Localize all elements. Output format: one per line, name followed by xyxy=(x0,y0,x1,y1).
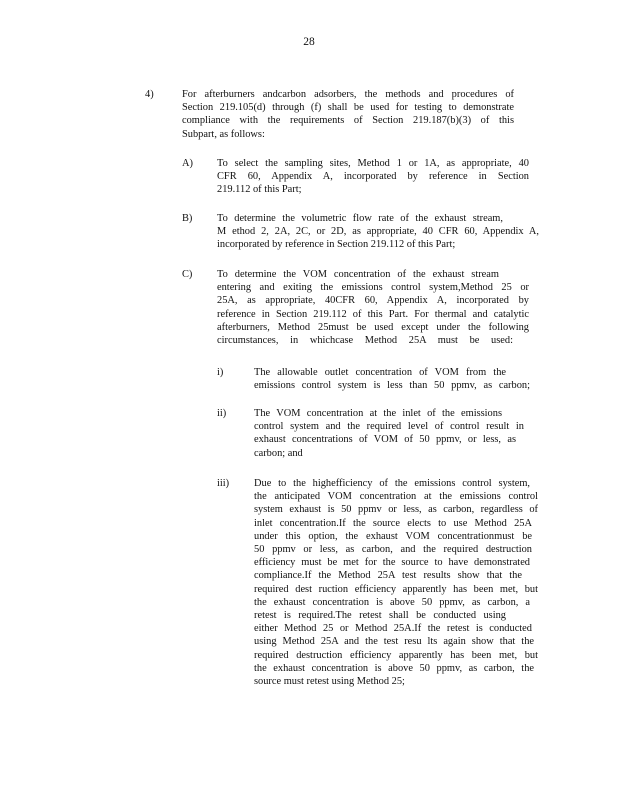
item-Ciii-line-4: inlet concentration.If the source elects to use Method 25A xyxy=(254,517,532,529)
item-4-label: 4) xyxy=(145,89,154,100)
item-A-line-2: CFR 60, Appendix A, incorporated by reference in Section xyxy=(217,171,529,183)
item-Ci-paragraph xyxy=(254,366,530,392)
item-4-paragraph xyxy=(182,88,514,141)
item-Ciii-label: iii) xyxy=(217,478,230,489)
item-4-line-2: Section 219.105(d) through (f) shall be used for testing to demonstrate xyxy=(182,102,514,114)
item-Ciii-line-11: retest is required.The retest shall be conducted using xyxy=(254,610,506,622)
item-Ciii-line-10: the exhaust concentration is above 50 ppmv, as carbon, a xyxy=(254,596,530,608)
item-C-line-5: afterburners, Method 25must be used except under the following xyxy=(217,321,529,333)
item-Ciii-line-14: required destruction efficiency apparently has been met, but xyxy=(254,649,538,661)
item-Ciii-line-2: the anticipated VOM concentration at the emissions control xyxy=(254,491,538,503)
item-4-line-1: For afterburners andcarbon adsorbers, the methods and procedures of xyxy=(182,89,514,100)
item-Ciii-line-1: Due to the highefficiency of the emissions control system, xyxy=(254,478,530,489)
item-Ciii-line-16: source must retest using Method 25; xyxy=(254,676,405,688)
item-B-paragraph xyxy=(217,212,539,252)
item-A-line-1: To select the sampling sites, Method 1 or 1A, as appropriate, 40 xyxy=(217,158,529,169)
item-B-line-1: To determine the volumetric flow rate of the exhaust stream, xyxy=(217,213,503,224)
item-Ciii-paragraph xyxy=(254,477,538,688)
item-C-line-3: 25A, as appropriate, 40CFR 60, Appendix A, incorporated by xyxy=(217,295,529,307)
item-Ciii-line-7: efficiency must be met for the source to have demonstrated xyxy=(254,557,530,569)
item-Ciii-line-6: 50 ppmv or less, as carbon, and the required destruction xyxy=(254,544,532,556)
item-Ci-label: i) xyxy=(217,367,224,378)
item-C-line-1: To determine the VOM concentration of the exhaust stream xyxy=(217,269,499,280)
item-C-label: C) xyxy=(182,269,193,280)
item-Cii-line-3: exhaust concentrations of VOM of 50 ppmv, or less, as xyxy=(254,434,516,446)
item-A-line-3: 219.112 of this Part; xyxy=(217,184,302,196)
item-C-line-4: reference in Section 219.112 of this Part. For thermal and catalytic xyxy=(217,308,529,320)
item-4-line-3: compliance with the requirements of Section 219.187(b)(3) of this xyxy=(182,115,514,127)
item-Cii-line-2: control system and the required level of control result in xyxy=(254,421,524,433)
item-Ciii-line-5: under this option, the exhaust VOM concentrationmust be xyxy=(254,530,532,542)
item-Cii-line-1: The VOM concentration at the inlet of the emissions xyxy=(254,408,502,419)
item-Ciii-line-13: using Method 25A and the test resu lts again show that the xyxy=(254,636,534,648)
item-Cii-paragraph xyxy=(254,407,524,460)
item-Ci-line-2: emissions control system is less than 50 ppmv, as carbon; xyxy=(254,380,530,392)
item-A-label: A) xyxy=(182,158,193,169)
item-B-line-3: incorporated by reference in Section 219.112 of this Part; xyxy=(217,239,456,251)
item-4-line-4: Subpart, as follows: xyxy=(182,128,265,140)
item-C-line-2: entering and exiting the emissions control system,Method 25 or xyxy=(217,282,529,294)
item-Ciii-line-8: compliance.If the Method 25A test results show that the xyxy=(254,570,522,582)
item-B-line-2: M ethod 2, 2A, 2C, or 2D, as appropriate, 40 CFR 60, Appendix A, xyxy=(217,226,539,238)
item-Ciii-line-15: the exhaust concentration is above 50 ppmv, as carbon, the xyxy=(254,662,534,674)
item-C-line-6: circumstances, in whichcase Method 25A must be used: xyxy=(217,335,513,347)
item-Cii-label: ii) xyxy=(217,408,227,419)
item-A-paragraph xyxy=(217,157,529,197)
page-number: 28 xyxy=(303,36,315,48)
item-Ciii-line-12: either Method 25 or Method 25A.If the retest is conducted xyxy=(254,623,532,635)
item-Ci-line-1: The allowable outlet concentration of VOM from the xyxy=(254,367,506,378)
item-C-paragraph xyxy=(217,268,529,347)
item-Ciii-line-3: system exhaust is 50 ppmv or less, as carbon, regardless of xyxy=(254,504,538,516)
item-B-label: B) xyxy=(182,213,193,224)
item-Cii-line-4: carbon; and xyxy=(254,447,303,459)
item-Ciii-line-9: required dest ruction efficiency apparently has been met, but xyxy=(254,583,538,595)
